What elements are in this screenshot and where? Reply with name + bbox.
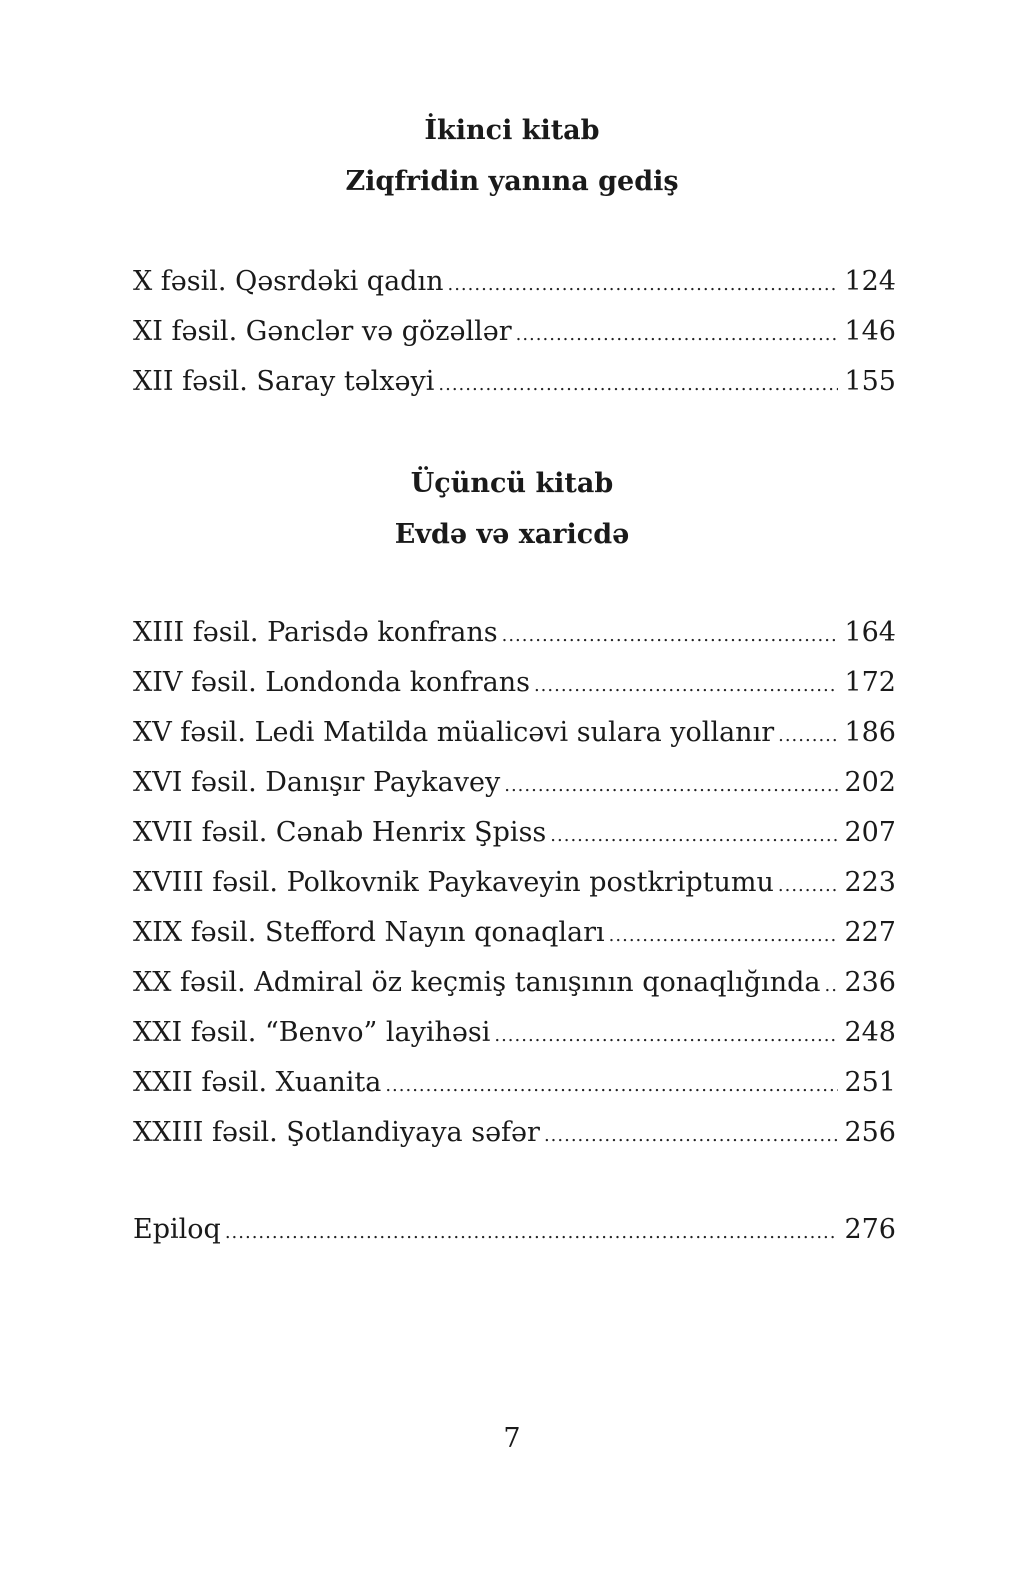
dot-leader — [494, 1019, 838, 1053]
toc-entry[interactable] — [133, 966, 896, 1016]
toc-entry[interactable] — [133, 265, 896, 315]
dot-leader — [778, 869, 839, 903]
epilogue-list — [133, 1213, 896, 1263]
toc-entry[interactable] — [133, 766, 896, 816]
toc-entry-title: XII fəsil. Saray təlxəyi — [133, 366, 435, 397]
toc-entry[interactable] — [133, 1016, 896, 1066]
dot-leader — [516, 318, 839, 352]
toc-entry-title: XVI fəsil. Danışır Paykavey — [133, 767, 501, 798]
toc-entry[interactable] — [133, 365, 896, 415]
toc-entry-page: 155 — [844, 366, 896, 397]
toc-entry-page: 186 — [844, 717, 896, 748]
book2-title: İkinci kitab — [424, 115, 600, 146]
toc-entry-page: 227 — [844, 917, 896, 948]
toc-entry-page: 223 — [844, 867, 896, 898]
toc-entry-page: 248 — [844, 1017, 896, 1048]
toc-entry-title: X fəsil. Qəsrdəki qadın — [133, 266, 444, 297]
book3-chapter-list — [133, 616, 896, 1166]
toc-entry[interactable] — [133, 315, 896, 365]
toc-entry[interactable] — [133, 916, 896, 966]
toc-entry[interactable] — [133, 866, 896, 916]
toc-entry[interactable] — [133, 716, 896, 766]
toc-entry[interactable] — [133, 1066, 896, 1116]
toc-entry-page: 146 — [844, 316, 896, 347]
dot-leader — [504, 769, 838, 803]
toc-entry-title: XXI fəsil. “Benvo” layihəsi — [133, 1017, 491, 1048]
toc-entry-title: XV fəsil. Ledi Matilda müalicəvi sulara yollanır — [133, 717, 775, 748]
toc-entry-title: XIV fəsil. Londonda konfrans — [133, 667, 530, 698]
toc-entry-title: XXIII fəsil. Şotlandiyaya səfər — [133, 1117, 540, 1148]
book2-chapter-list — [133, 265, 896, 415]
toc-entry-page: 164 — [844, 617, 896, 648]
toc-entry-epilogue[interactable] — [133, 1213, 896, 1263]
dot-leader — [438, 368, 838, 402]
toc-entry-title: XI fəsil. Gənclər və gözəllər — [133, 316, 512, 347]
toc-entry-title: XVII fəsil. Cənab Henrix Şpiss — [133, 817, 547, 848]
toc-entry-title: XIX fəsil. Stefford Nayın qonaqları — [133, 917, 605, 948]
toc-entry-page: 236 — [844, 967, 896, 998]
dot-leader — [544, 1119, 839, 1153]
book3-subtitle: Evdə və xaricdə — [394, 519, 630, 550]
toc-entry[interactable] — [133, 1116, 896, 1166]
toc-entry-title: XX fəsil. Admiral öz keçmiş tanışının qonaqlığında — [133, 967, 821, 998]
toc-entry-title: XIII fəsil. Parisdə konfrans — [133, 617, 498, 648]
toc-entry-page: 256 — [844, 1117, 896, 1148]
toc-entry-page: 124 — [844, 266, 896, 297]
toc-entry-page: 251 — [844, 1067, 896, 1098]
page-number: 7 — [503, 1423, 521, 1454]
dot-leader — [447, 268, 838, 302]
dot-leader — [550, 819, 838, 853]
dot-leader — [609, 919, 839, 953]
toc-entry-title: Epiloq — [133, 1214, 221, 1245]
toc-entry[interactable] — [133, 816, 896, 866]
toc-entry-page: 276 — [844, 1214, 896, 1245]
dot-leader — [778, 719, 838, 753]
dot-leader — [534, 669, 839, 703]
toc-entry-page: 202 — [844, 767, 896, 798]
dot-leader — [502, 619, 839, 653]
toc-entry-title: XXII fəsil. Xuanita — [133, 1067, 382, 1098]
dot-leader — [225, 1216, 839, 1250]
toc-entry-page: 207 — [844, 817, 896, 848]
toc-entry[interactable] — [133, 616, 896, 666]
book2-subtitle: Ziqfridin yanına gediş — [345, 166, 679, 197]
toc-entry-page: 172 — [844, 667, 896, 698]
dot-leader — [385, 1069, 838, 1103]
toc-entry-title: XVIII fəsil. Polkovnik Paykaveyin postkriptumu — [133, 867, 774, 898]
dot-leader — [824, 969, 838, 1003]
toc-entry[interactable] — [133, 666, 896, 716]
book3-title: Üçüncü kitab — [410, 468, 614, 499]
